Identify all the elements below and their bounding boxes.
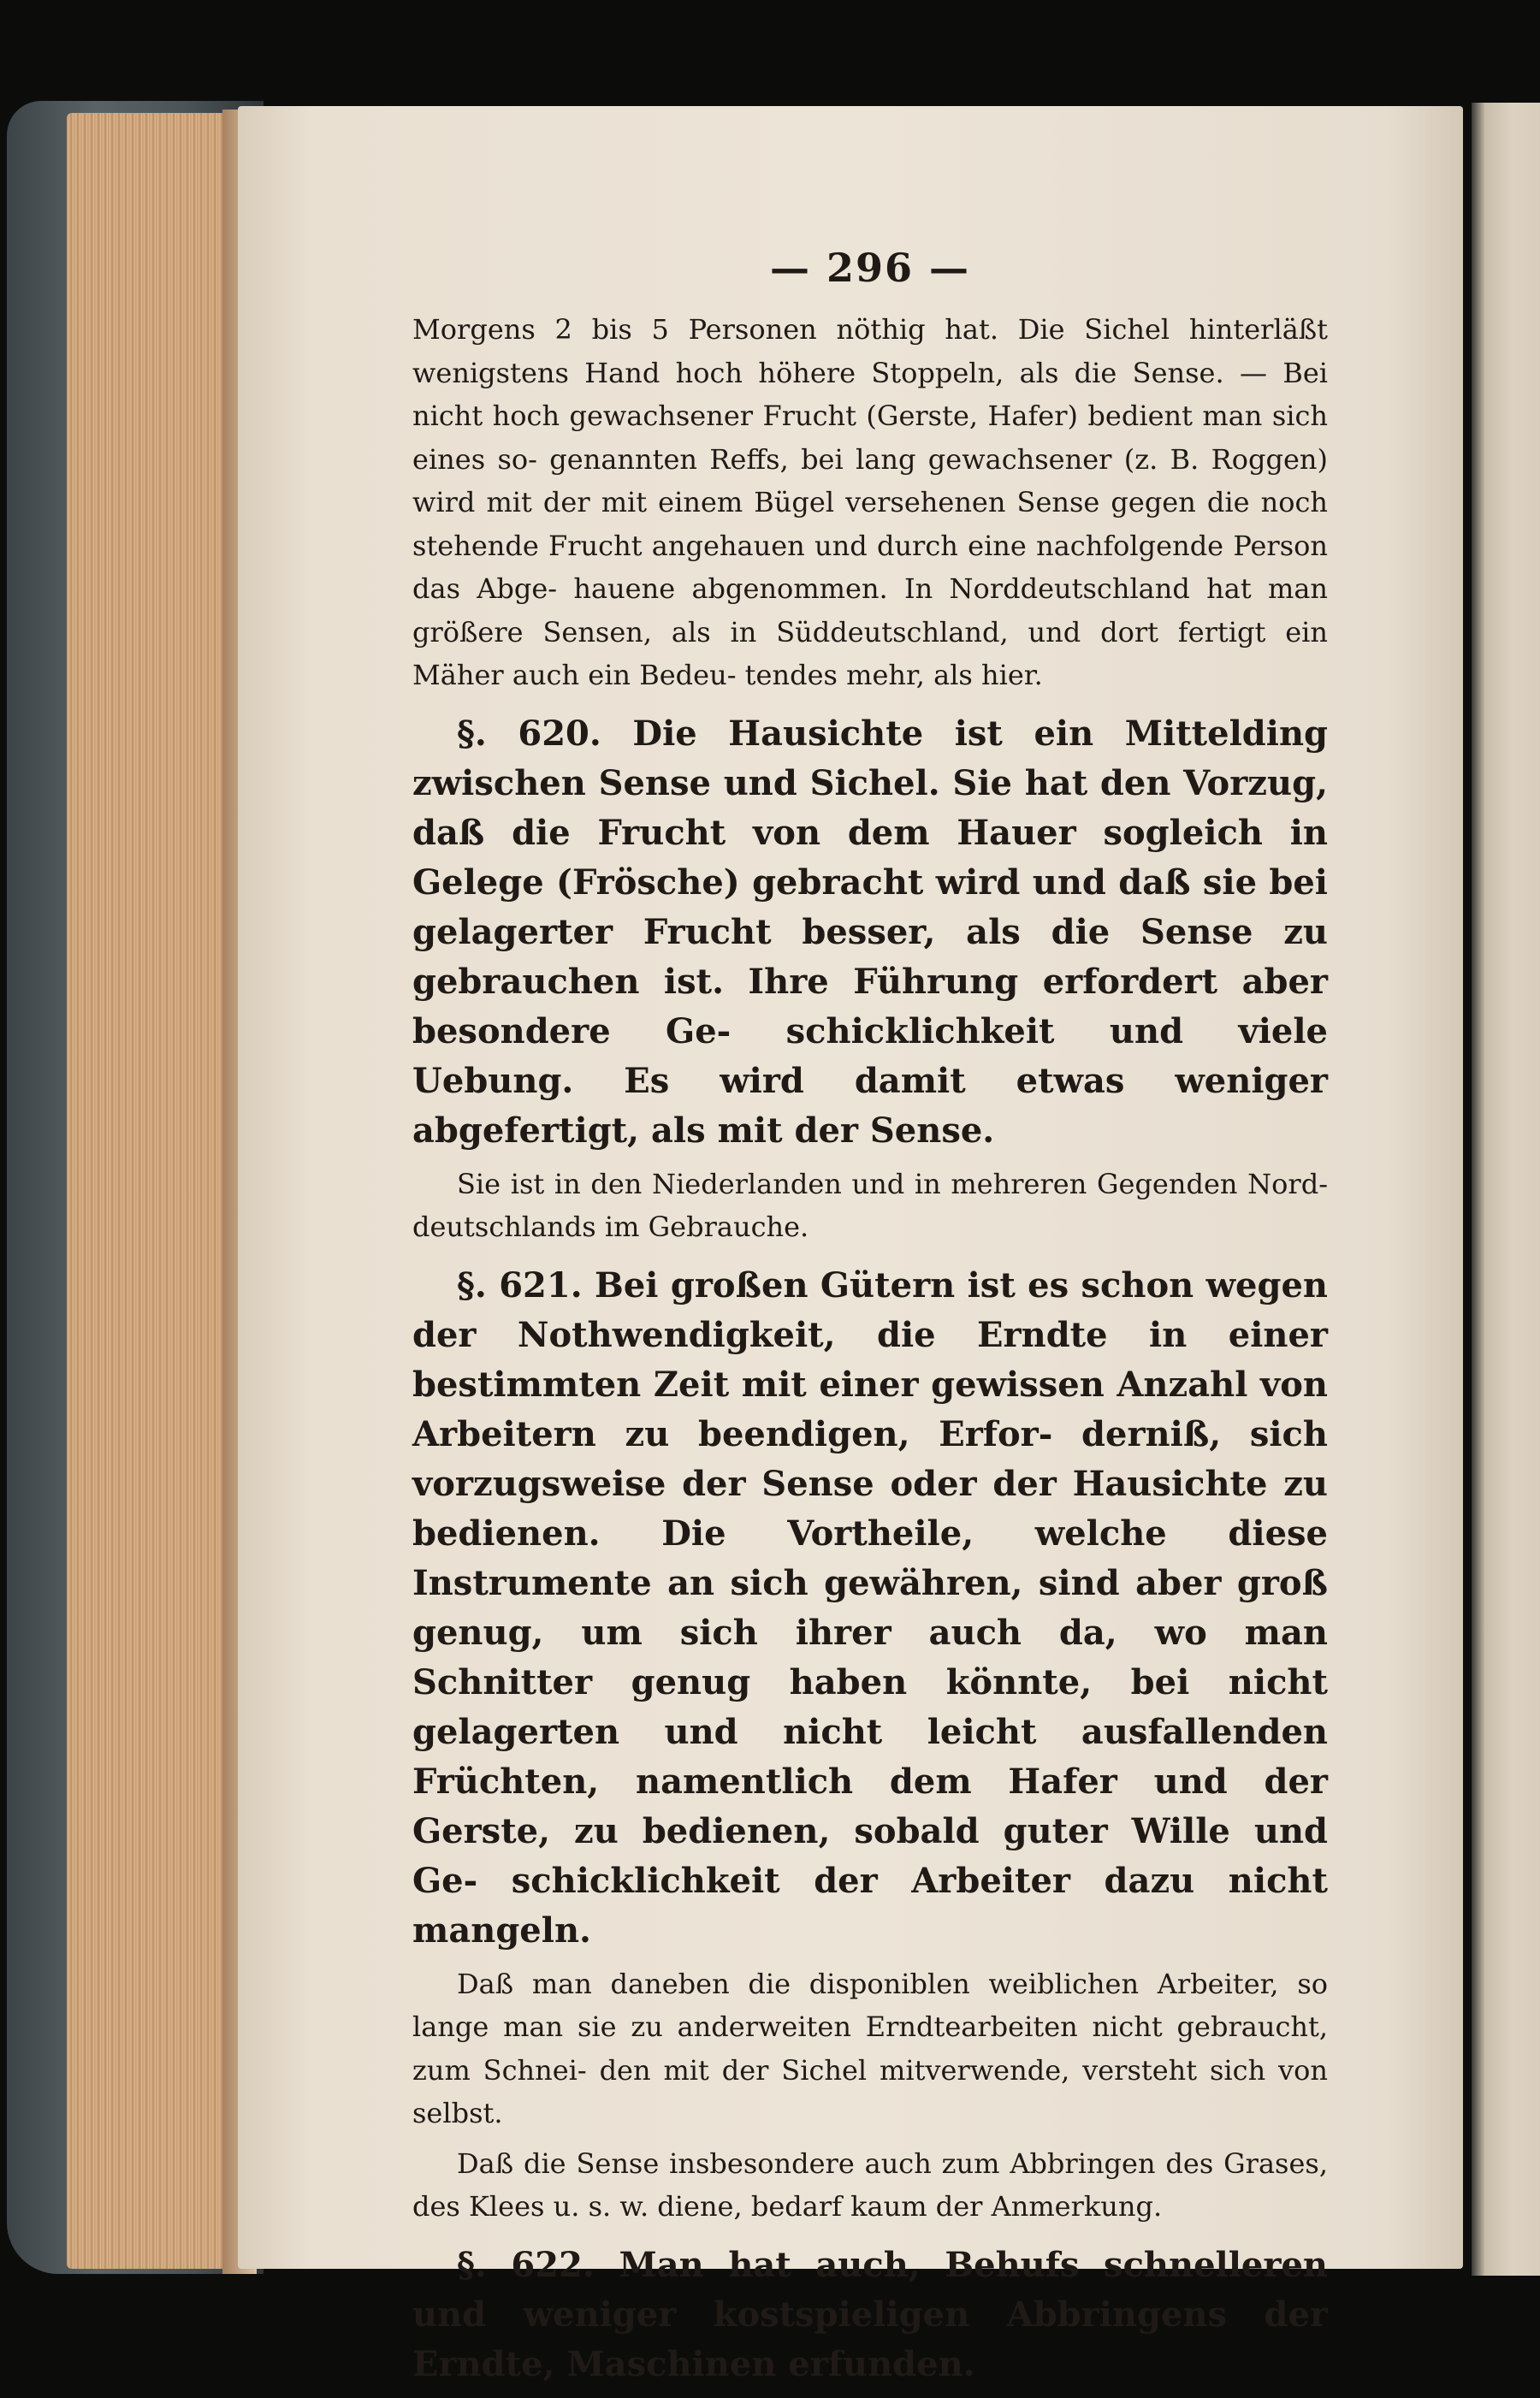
section-number: §. 621.	[457, 1264, 583, 1306]
paragraph-continuation: Morgens 2 bis 5 Personen nöthig hat. Die Sichel hinterläßt wenigstens Hand hoch höhere Stoppeln, als die Sense. — Bei nicht hoch gewachsener Frucht (Gerste, Hafer) bedient man sich eines so- genannten Reffs, bei lang gewachsener (z. B. Roggen) wird mit der mit einem Bügel versehenen Sense gegen die noch stehende Frucht angehauen und durch eine nachfolgende Person das Abge- hauene abgenommen. In Norddeutschland hat man größere Sensen, als in Süddeutschland, und dort fertigt ein Mäher auch ein Bedeu- tendes mehr, als hier.	[412, 313, 1328, 691]
paragraph-body: Man hat auch, Behufs schnelleren und weniger kostspieligen Abbringens der Erndte, Maschinen erfunden.	[412, 2244, 1328, 2384]
page-number: — 296 —	[769, 245, 971, 291]
page-text	[412, 245, 1328, 2389]
paragraph-body: Die Hausichte ist ein Mittelding zwischen Sense und Sichel. Sie hat den Vorzug, daß die Frucht von dem Hauer sogleich in Gelege (Frösche) gebracht wird und daß sie bei gelagerter Frucht besser, als die Sense zu gebrauchen ist. Ihre Führung erfordert aber besondere Ge- schicklichkeit und viele Uebung. Es wird damit etwas weniger abgefertigt, als mit der Sense.	[412, 713, 1328, 1151]
note-paragraph: Daß man daneben die disponiblen weiblichen Arbeiter, so lange man sie zu anderweiten Erndtearbeiten nicht gebraucht, zum Schnei- den mit der Sichel mitverwende, versteht sich von selbst.	[412, 1967, 1328, 2129]
paragraph-body: Bei großen Gütern ist es schon wegen der Nothwendigkeit, die Erndte in einer bestimmten Zeit mit einer gewissen Anzahl von Arbeitern zu beendigen, Erfor- derniß, sich vorzugsweise der Sense oder der Hausichte zu bedienen. Die Vortheile, welche diese Instrumente an sich gewähren, sind aber groß genug, um sich ihrer auch da, wo man Schnitter genug haben könnte, bei nicht gelagerten und nicht leicht ausfallenden Früchten, namentlich dem Hafer und der Gerste, zu bedienen, sobald guter Wille und Ge- schicklichkeit der Arbeiter dazu nicht mangeln.	[412, 1264, 1328, 1951]
facing-page-edge	[1472, 103, 1540, 2276]
page-edges	[67, 113, 246, 2269]
section-number: §. 620.	[457, 713, 601, 754]
paragraph-section-622	[412, 2241, 1328, 2389]
note-paragraph: Sie ist in den Niederlanden und in mehreren Gegenden Nord- deutschlands im Gebrauche.	[412, 1167, 1328, 1243]
paragraph-section-620	[412, 709, 1328, 1156]
note-paragraph: Daß die Sense insbesondere auch zum Abbringen des Grases, des Klees u. s. w. diene, bedarf kaum der Anmerkung.	[412, 2146, 1328, 2223]
section-number: §. 622.	[457, 2244, 595, 2285]
paragraph-section-621	[412, 1261, 1328, 1956]
